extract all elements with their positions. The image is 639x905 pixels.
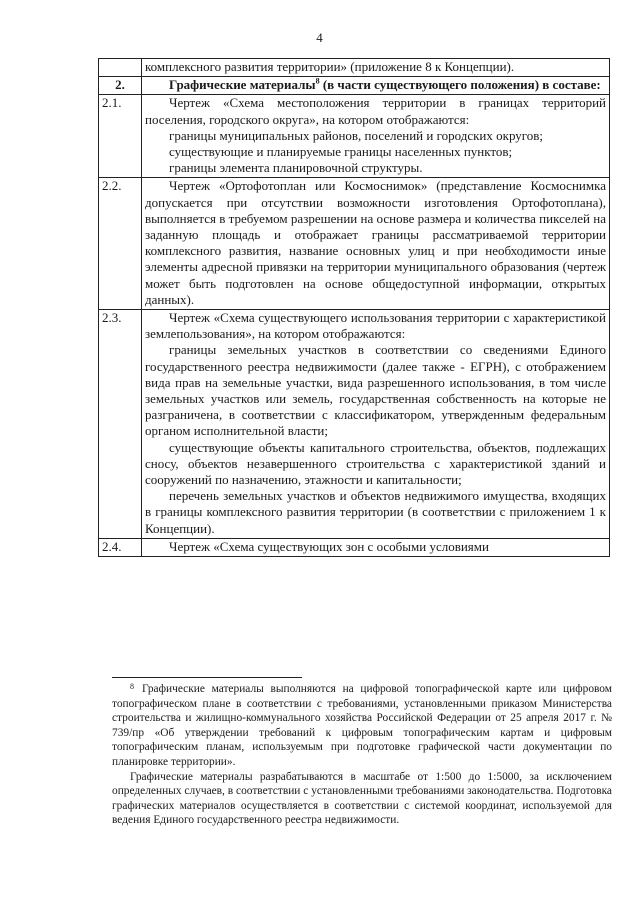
table-row-2-2 [99,178,610,310]
row-text: комплексного развития территории» (приложение 8 к Концепции). [142,59,610,77]
row-paragraph: перечень земельных участков и объектов недвижимого имущества, входящих в границы комплексного развития территории (в соответствии с приложением 1 к Концепции). [145,488,606,536]
table-row-section-2 [99,77,610,95]
row-number: 2.2. [99,178,142,310]
row-text [142,178,610,310]
footnote-reference: 8 [315,76,320,86]
footnote-1 [112,682,612,770]
row-text [142,310,610,539]
row-paragraph: Чертеж «Ортофотоплан или Космоснимок» (представление Космоснимка допускается при отсутствии возможности изготовления Ортофотоплана), выполняется в требуемом разрешении на основе размера и количества пикселей на заданную площадь и отображает границы рассматриваемой территории комплексного развития, название основных улиц и при необходимости иные элементы адресной привязки на территории муниципального образования (чертеж может быть подготовлен на основе общедоступной информации, открытых данных). [145,178,606,307]
requirements-table [98,58,610,557]
page-number: 4 [316,30,323,45]
row-text [142,95,610,178]
footnote-2: Графические материалы разрабатываются в масштабе от 1:500 до 1:5000, за исключением определенных случаев, в соответствии с установленными требованиями законодательства. Подготовка графических материалов осуществляется в соответствии с системой координат, используемой для ведения Единого государственного реестра недвижимости. [112,770,612,827]
row-paragraph: Чертеж «Схема существующих зон с особыми условиями [169,538,489,554]
row-number: 2.3. [99,310,142,539]
footnote-mark: 8 [130,682,134,691]
table-row [99,59,610,77]
row-paragraph: границы земельных участков в соответствии со сведениями Единого государственного реестра недвижимости (далее также - ЕГРН), с отображением вида прав на земельные участки, вида разрешенного использования, в том числе земельных участков или земель, государственная собственность на которые не разграничена, в соответствии с классификатором, утвержденным федеральным органом исполнительной власти; [145,342,606,439]
row-number: 2.4. [99,538,142,556]
row-number: 2. [99,77,142,95]
row-paragraph: существующие объекты капитального строительства, объектов, подлежащих сносу, объектов незавершенного строительства с характеристикой зданий и сооружений по назначению, этажности и капитальности; [145,439,606,488]
footnotes [112,682,612,828]
table-row-2-3 [99,310,610,539]
list-item: границы элемента планировочной структуры. [169,160,423,176]
section-title-text: Графические материалы [169,77,316,93]
section-title [142,77,610,95]
footnote-text: Графические материалы выполняются на цифровой топографической карте или цифровом топографическом плане в соответствии с требованиями, установленными приказом Министерства строительства и жилищно-коммунального хозяйства Российской Федерации от 25 апреля 2017 г. № 739/пр «Об утверждении требований к цифровым топографическим картам и цифровым топографическим планам, используемым при подготовке графической части документации по планировке территории». [112,683,612,768]
row-number: 2.1. [99,95,142,178]
section-title-rest: (в части существующего положения) в составе: [319,77,601,93]
row-text [142,538,610,556]
list-item: существующие и планируемые границы населенных пунктов; [169,144,513,160]
row-lead: Чертеж «Схема местоположения территории в границах территорий поселения, городского округа», на котором отображаются: [145,95,606,127]
row-lead: Чертеж «Схема существующего использования территории с характеристикой землепользования», на котором отображаются: [145,310,606,342]
table-row-2-4 [99,538,610,556]
list-item: границы муниципальных районов, поселений и городских округов; [169,127,544,143]
row-number [99,59,142,77]
footnote-divider [112,677,302,678]
table-row-2-1 [99,95,610,178]
